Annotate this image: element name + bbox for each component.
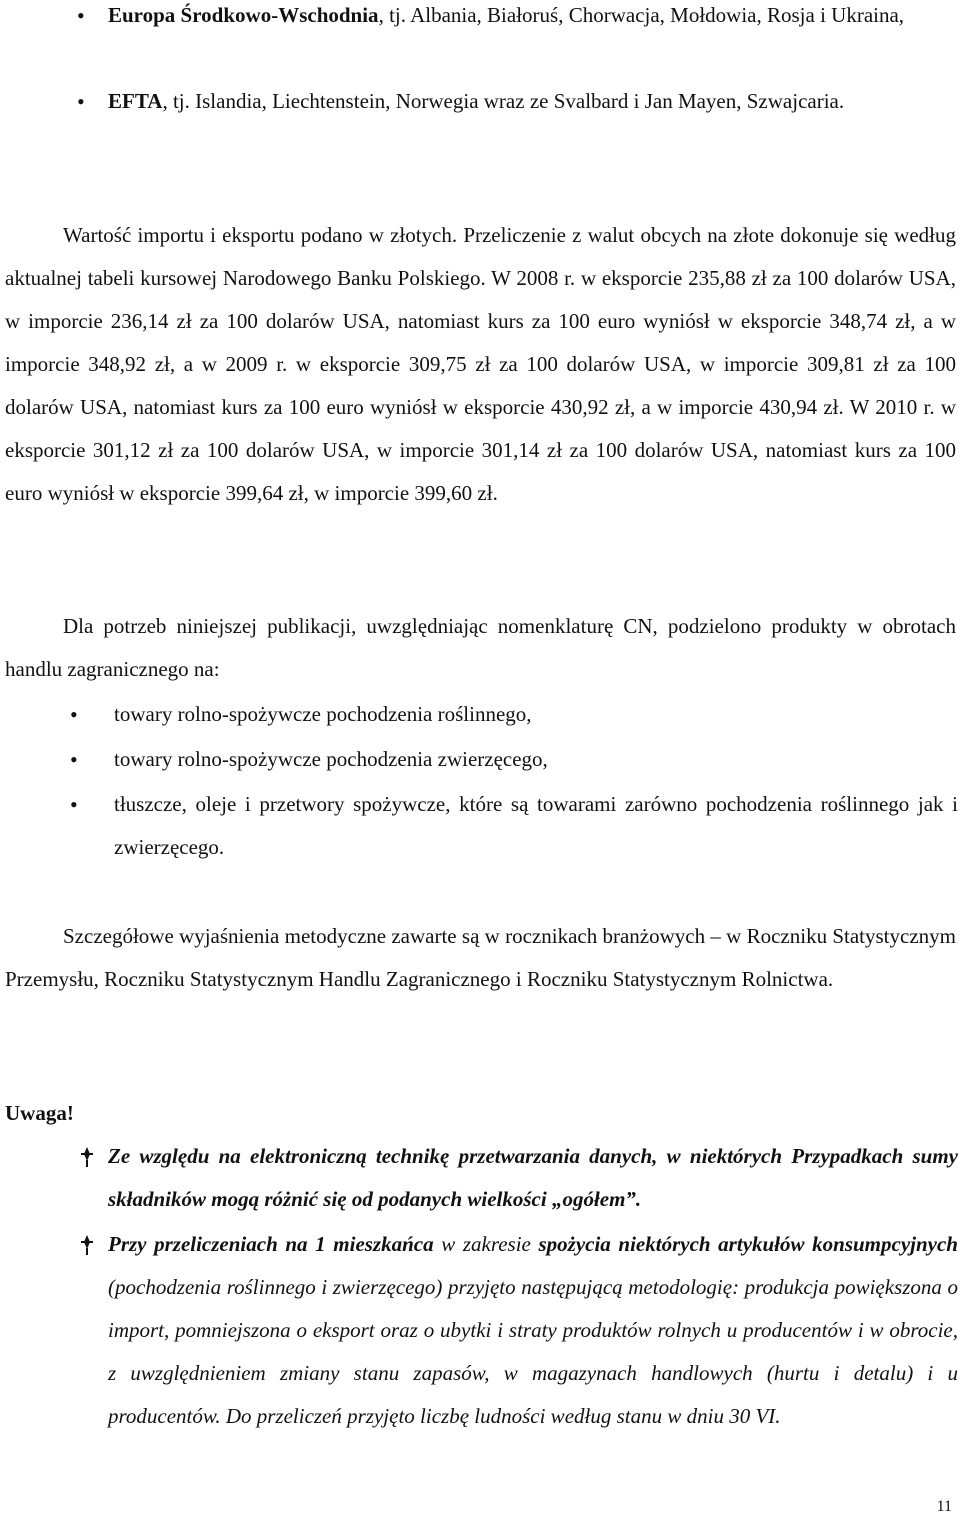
product-group: towary rolno-spożywcze pochodzenia zwierzęcego,	[114, 747, 548, 771]
bullet-dot-icon: •	[70, 792, 78, 817]
methodology-paragraph: Szczegółowe wyjaśnienia metodyczne zawarte są w rocznikach branżowych – w Roczniku Statystycznym Przemysłu, Roczniku Statystycznym Handlu Zagranicznego i Roczniku Statystycznym Rolnictwa.	[5, 924, 956, 991]
product-group: towary rolno-spożywcze pochodzenia roślinnego,	[114, 702, 532, 726]
list-item	[77, 0, 958, 37]
exchange-rate-paragraph: Wartość importu i eksportu podano w złotych. Przeliczenie z walut obcych na złote dokonuje się według aktualnej tabeli kursowej Narodowego Banku Polskiego. W 2008 r. w eksporcie 235,88 zł za 100 dolarów USA, w imporcie 236,14 zł za 100 dolarów USA, natomiast kurs za 100 euro wyniósł w eksporcie 348,74 zł, a w imporcie 348,92 zł, a w 2009 r. w eksporcie 309,75 zł za 100 dolarów USA, w imporcie 309,81 zł za 100 dolarów USA, natomiast kurs za 100 euro wyniósł w eksporcie 430,92 zł, a w imporcie 430,94 zł. W 2010 r. w eksporcie 301,12 zł za 100 dolarów USA, w imporcie 301,14 zł za 100 dolarów USA, natomiast kurs za 100 euro wyniósł w eksporcie 399,64 zł, w imporcie 399,60 zł.	[5, 223, 956, 505]
bullet-dot-icon: •	[77, 89, 85, 114]
note-item	[80, 1135, 958, 1221]
bullet-dot-icon: •	[77, 3, 85, 28]
list-item	[70, 693, 958, 736]
list-item	[77, 80, 958, 123]
page-number: 11	[936, 1498, 952, 1515]
bullet-dot-icon: •	[70, 747, 78, 772]
region-name: EFTA	[108, 89, 163, 113]
list-item	[70, 783, 958, 869]
note-text	[108, 1223, 958, 1438]
region-countries: , tj. Islandia, Liechtenstein, Norwegia wraz ze Svalbard i Jan Mayen, Szwajcaria.	[162, 89, 845, 113]
cross-diamond-icon	[80, 1146, 94, 1168]
cross-diamond-icon	[80, 1234, 94, 1256]
note-emphasis: spożycia niektórych artykułów konsumpcyjnych	[538, 1232, 958, 1256]
note-emphasis: Przy przeliczeniach na 1 mieszkańca	[108, 1232, 434, 1256]
bullet-dot-icon: •	[70, 702, 78, 727]
note-item	[80, 1223, 958, 1438]
products-intro-paragraph: Dla potrzeb niniejszej publikacji, uwzględniając nomenklaturę CN, podzielono produkty w obrotach handlu zagranicznego na:	[5, 614, 956, 681]
note-title: Uwaga!	[5, 1101, 74, 1125]
region-countries: , tj. Albania, Białoruś, Chorwacja, Mołdowia, Rosja i Ukraina,	[378, 3, 905, 27]
note-plain: (pochodzenia roślinnego i zwierzęcego) przyjęto następującą metodologię: produkcja powiększona o import, pomniejszona o eksport oraz o ubytki i straty produktów rolnych u producentów i w obrocie, z uwzględnieniem zmiany stanu zapasów, w magazynach handlowych (hurtu i detalu) i u producentów. Do przeliczeń przyjęto liczbę ludności według stanu w dniu 30 VI.	[108, 1275, 958, 1428]
region-name: Europa Środkowo-Wschodnia	[108, 3, 379, 27]
product-group: tłuszcze, oleje i przetwory spożywcze, które są towarami zarówno pochodzenia roślinnego jak i zwierzęcego.	[114, 792, 958, 859]
note-text: Ze względu na elektroniczną technikę przetwarzania danych, w niektórych Przypadkach sumy składników mogą różnić się od podanych wielkości „ogółem”.	[108, 1144, 958, 1211]
note-plain: w zakresie	[433, 1232, 539, 1256]
list-item	[70, 738, 958, 781]
